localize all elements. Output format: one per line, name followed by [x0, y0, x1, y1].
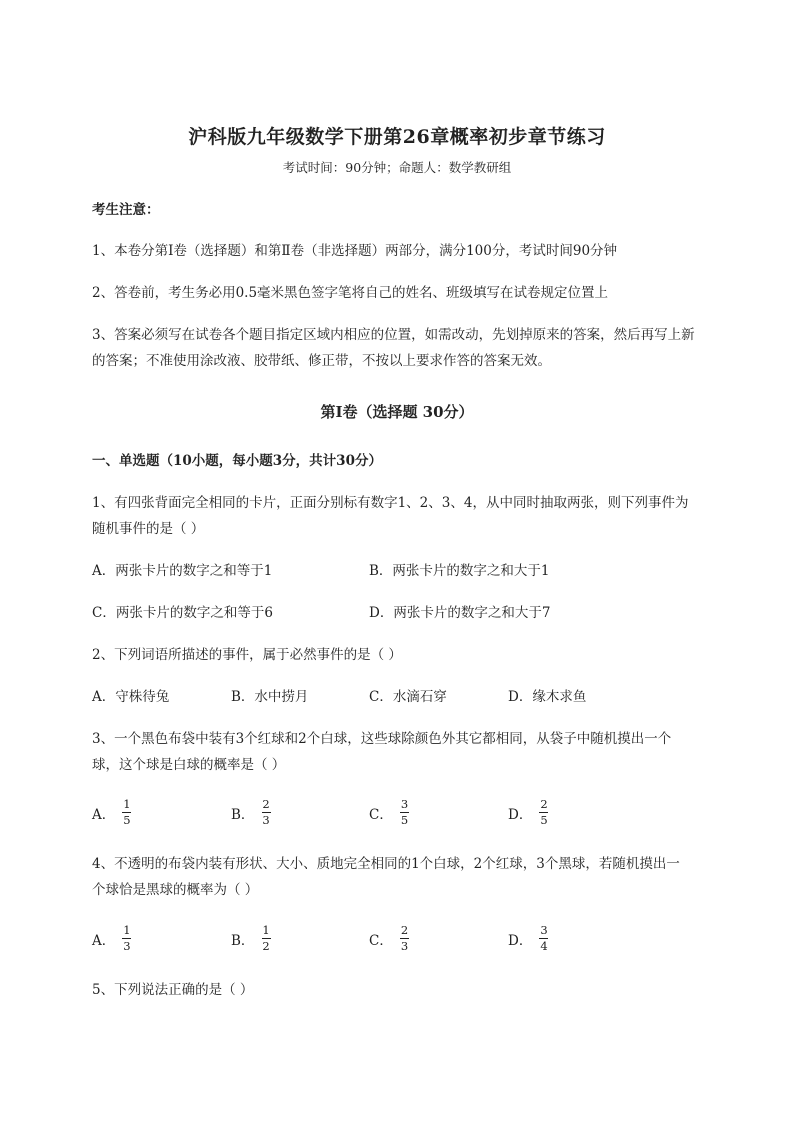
question-4-stem: 4、不透明的布袋内装有形状、大小、质地完全相同的1个白球，2个红球，3个黑球，若随机摸出一 — [92, 856, 680, 872]
question-1-option-d: D．两张卡片的数字之和大于7 — [369, 605, 551, 621]
question-3-stem-cont: 球，这个球是白球的概率是（ ） — [92, 757, 286, 773]
question-4-option-a — [92, 924, 133, 953]
question-5-stem: 5、下列说法正确的是（ ） — [92, 982, 254, 998]
fraction-denominator: 3 — [123, 939, 131, 953]
question-3-option-c — [369, 798, 410, 827]
question-3-option-b — [231, 798, 272, 827]
question-1-stem: 1、有四张背面完全相同的卡片，正面分别标有数字1、2、3、4，从中同时抽取两张，则下列事件为 — [92, 495, 689, 511]
option-label: B． — [231, 932, 255, 949]
notice-heading: 考生注意： — [92, 202, 160, 218]
option-label: D． — [508, 806, 533, 823]
option-label: A． — [92, 806, 116, 823]
fraction — [121, 924, 132, 953]
option-label: C． — [369, 806, 393, 823]
fraction-denominator: 4 — [540, 939, 548, 953]
fraction-denominator: 3 — [400, 939, 409, 953]
fraction-numerator: 3 — [540, 923, 548, 937]
question-4-option-d — [508, 924, 550, 953]
fraction — [121, 798, 132, 827]
fraction-numerator: 2 — [400, 923, 409, 937]
notice-item-2: 2、答卷前，考生务必用0.5毫米黑色签字笔将自己的姓名、班级填写在试卷规定位置上 — [92, 285, 609, 301]
question-1-stem-cont: 随机事件的是（ ） — [92, 521, 205, 537]
page-title: 沪科版九年级数学下册第26章概率初步章节练习 — [188, 126, 606, 148]
fraction — [538, 924, 549, 953]
question-4-option-c — [369, 924, 410, 953]
question-2-option-c: C．水滴石穿 — [369, 689, 447, 705]
fraction-numerator: 1 — [123, 797, 131, 811]
fraction-denominator: 3 — [262, 813, 270, 827]
fraction — [399, 924, 410, 953]
notice-item-3-cont: 的答案；不准使用涂改液、胶带纸、修正带，不按以上要求作答的答案无效。 — [92, 353, 551, 369]
fraction-denominator: 5 — [400, 813, 409, 827]
question-2-option-a: A．守株待兔 — [92, 689, 170, 705]
page-subtitle: 考试时间：90分钟；命题人：数学教研组 — [282, 160, 512, 175]
fraction-numerator: 1 — [262, 923, 270, 937]
option-label: C． — [369, 932, 393, 949]
question-2-stem: 2、下列词语所描述的事件，属于必然事件的是（ ） — [92, 647, 402, 663]
fraction-numerator: 2 — [540, 797, 548, 811]
question-1-option-b: B．两张卡片的数字之和大于1 — [369, 563, 550, 579]
fraction-numerator: 2 — [262, 797, 270, 811]
section-title: 第I卷（选择题 30分） — [320, 403, 474, 421]
option-label: D． — [508, 932, 533, 949]
fraction-denominator: 5 — [123, 813, 131, 827]
part-heading: 一、单选题（10小题，每小题3分，共计30分） — [92, 453, 382, 469]
fraction — [260, 924, 271, 953]
question-1-option-a: A．两张卡片的数字之和等于1 — [92, 563, 273, 579]
fraction-denominator: 2 — [262, 939, 270, 953]
notice-item-3: 3、答案必须写在试卷各个题目指定区域内相应的位置，如需改动，先划掉原来的答案，然后再写上新 — [92, 327, 695, 343]
question-1-option-c: C．两张卡片的数字之和等于6 — [92, 605, 273, 621]
fraction — [538, 798, 549, 827]
notice-item-1: 1、本卷分第I卷（选择题）和第Ⅱ卷（非选择题）两部分，满分100分，考试时间90分钟 — [92, 243, 618, 259]
question-2-option-b: B．水中捞月 — [231, 689, 309, 705]
fraction-numerator: 3 — [400, 797, 409, 811]
fraction — [260, 798, 271, 827]
fraction-numerator: 1 — [123, 923, 131, 937]
question-4-stem-cont: 个球恰是黑球的概率为（ ） — [92, 882, 259, 898]
fraction-denominator: 5 — [540, 813, 548, 827]
fraction — [399, 798, 410, 827]
question-2-option-d: D．缘木求鱼 — [508, 689, 587, 705]
question-4-option-b — [231, 924, 272, 953]
question-3-option-d — [508, 798, 550, 827]
question-3-option-a — [92, 798, 133, 827]
option-label: B． — [231, 806, 255, 823]
question-3-stem: 3、一个黑色布袋中装有3个红球和2个白球，这些球除颜色外其它都相同，从袋子中随机摸出一个 — [92, 731, 672, 747]
option-label: A． — [92, 932, 116, 949]
